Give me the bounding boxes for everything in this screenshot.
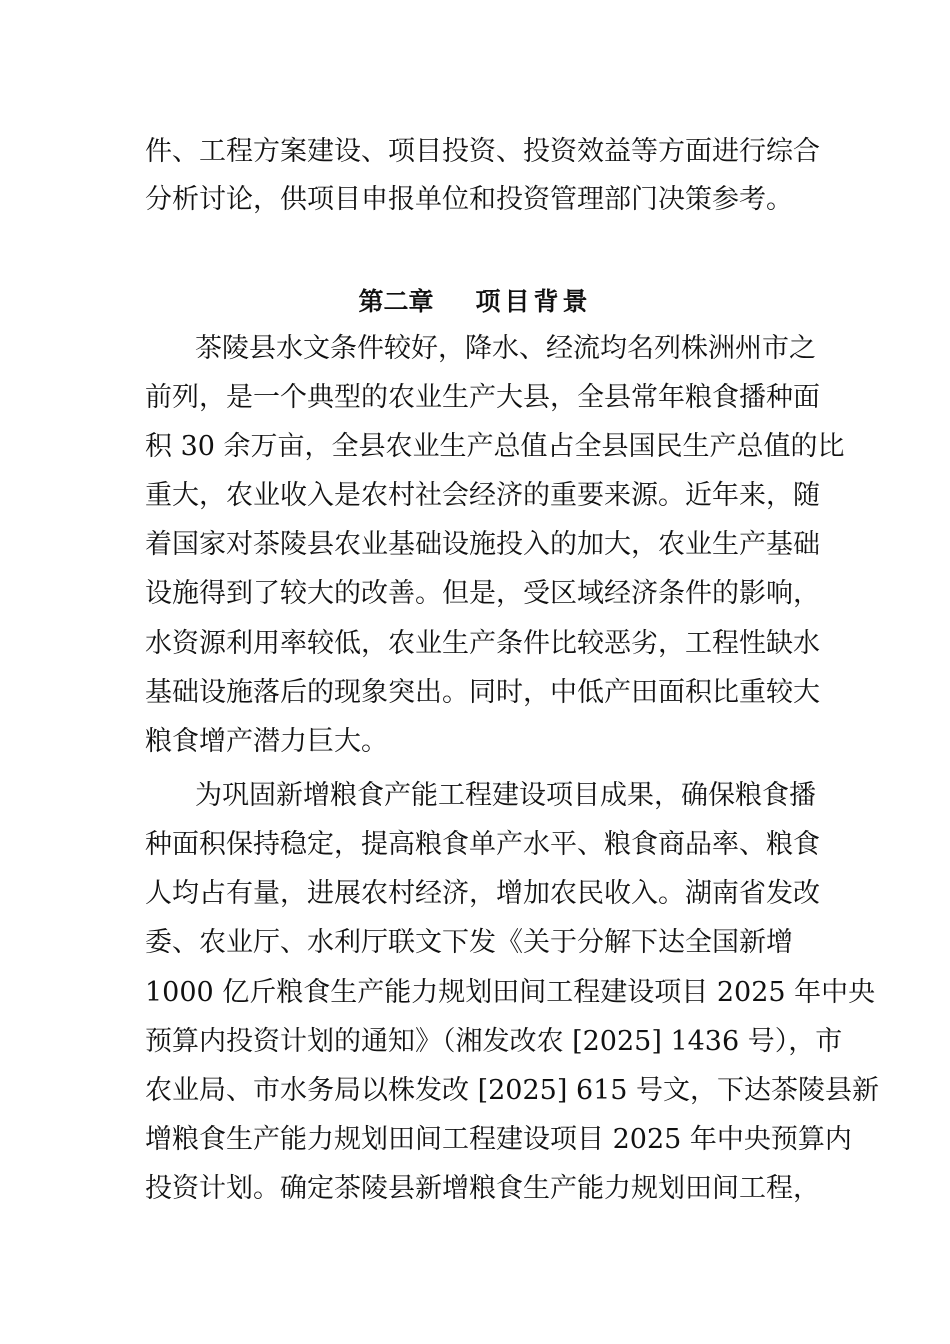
paragraph-line: 农业局、市水务局以株发改 [2025] 615 号文，下达茶陵县新: [145, 1075, 880, 1106]
paragraph-line: 1000 亿斤粮食生产能力规划田间工程建设项目 2025 年中央: [145, 977, 876, 1008]
intro-line: 件、工程方案建设、项目投资、投资效益等方面进行综合: [145, 136, 820, 167]
paragraph-line: 投资计划。确定茶陵县新增粮食生产能力规划田间工程，: [145, 1173, 820, 1204]
paragraph-line: 设施得到了较大的改善。但是，受区域经济条件的影响，: [145, 578, 820, 609]
paragraph-line: 种面积保持稳定，提高粮食单产水平、粮食商品率、粮食: [145, 829, 820, 860]
paragraph-line: 为巩固新增粮食产能工程建设项目成果，确保粮食播: [195, 780, 816, 811]
paragraph-line: 水资源利用率较低，农业生产条件比较恶劣，工程性缺水: [145, 628, 820, 659]
chapter-heading: [0, 282, 950, 322]
paragraph-line: 增粮食生产能力规划田间工程建设项目 2025 年中央预算内: [145, 1124, 852, 1155]
paragraph-line: 委、农业厅、水利厅联文下发《关于分解下达全国新增: [145, 927, 793, 958]
chapter-number: 第二章: [358, 287, 434, 316]
paragraph-line: 前列，是一个典型的农业生产大县，全县常年粮食播种面: [145, 382, 820, 413]
paragraph-line: 着国家对茶陵县农业基础设施投入的加大，农业生产基础: [145, 529, 820, 560]
paragraph-line: 茶陵县水文条件较好，降水、经流均名列株洲州市之: [195, 333, 816, 364]
paragraph-line: 粮食增产潜力巨大。: [145, 726, 388, 757]
paragraph-line: 积 30 余万亩，全县农业生产总值占全县国民生产总值的比: [145, 431, 845, 462]
paragraph-line: 基础设施落后的现象突出。同时，中低产田面积比重较大: [145, 677, 820, 708]
paragraph-line: 人均占有量，进展农村经济，增加农民收入。湖南省发改: [145, 878, 820, 909]
chapter-title: 项目背景: [475, 287, 592, 316]
paragraph-line: 重大，农业收入是农村社会经济的重要来源。近年来，随: [145, 480, 820, 511]
paragraph-line: 预算内投资计划的通知》（湘发改农 [2025] 1436 号），市: [145, 1026, 843, 1057]
intro-line: 分析讨论，供项目申报单位和投资管理部门决策参考。: [145, 184, 793, 215]
